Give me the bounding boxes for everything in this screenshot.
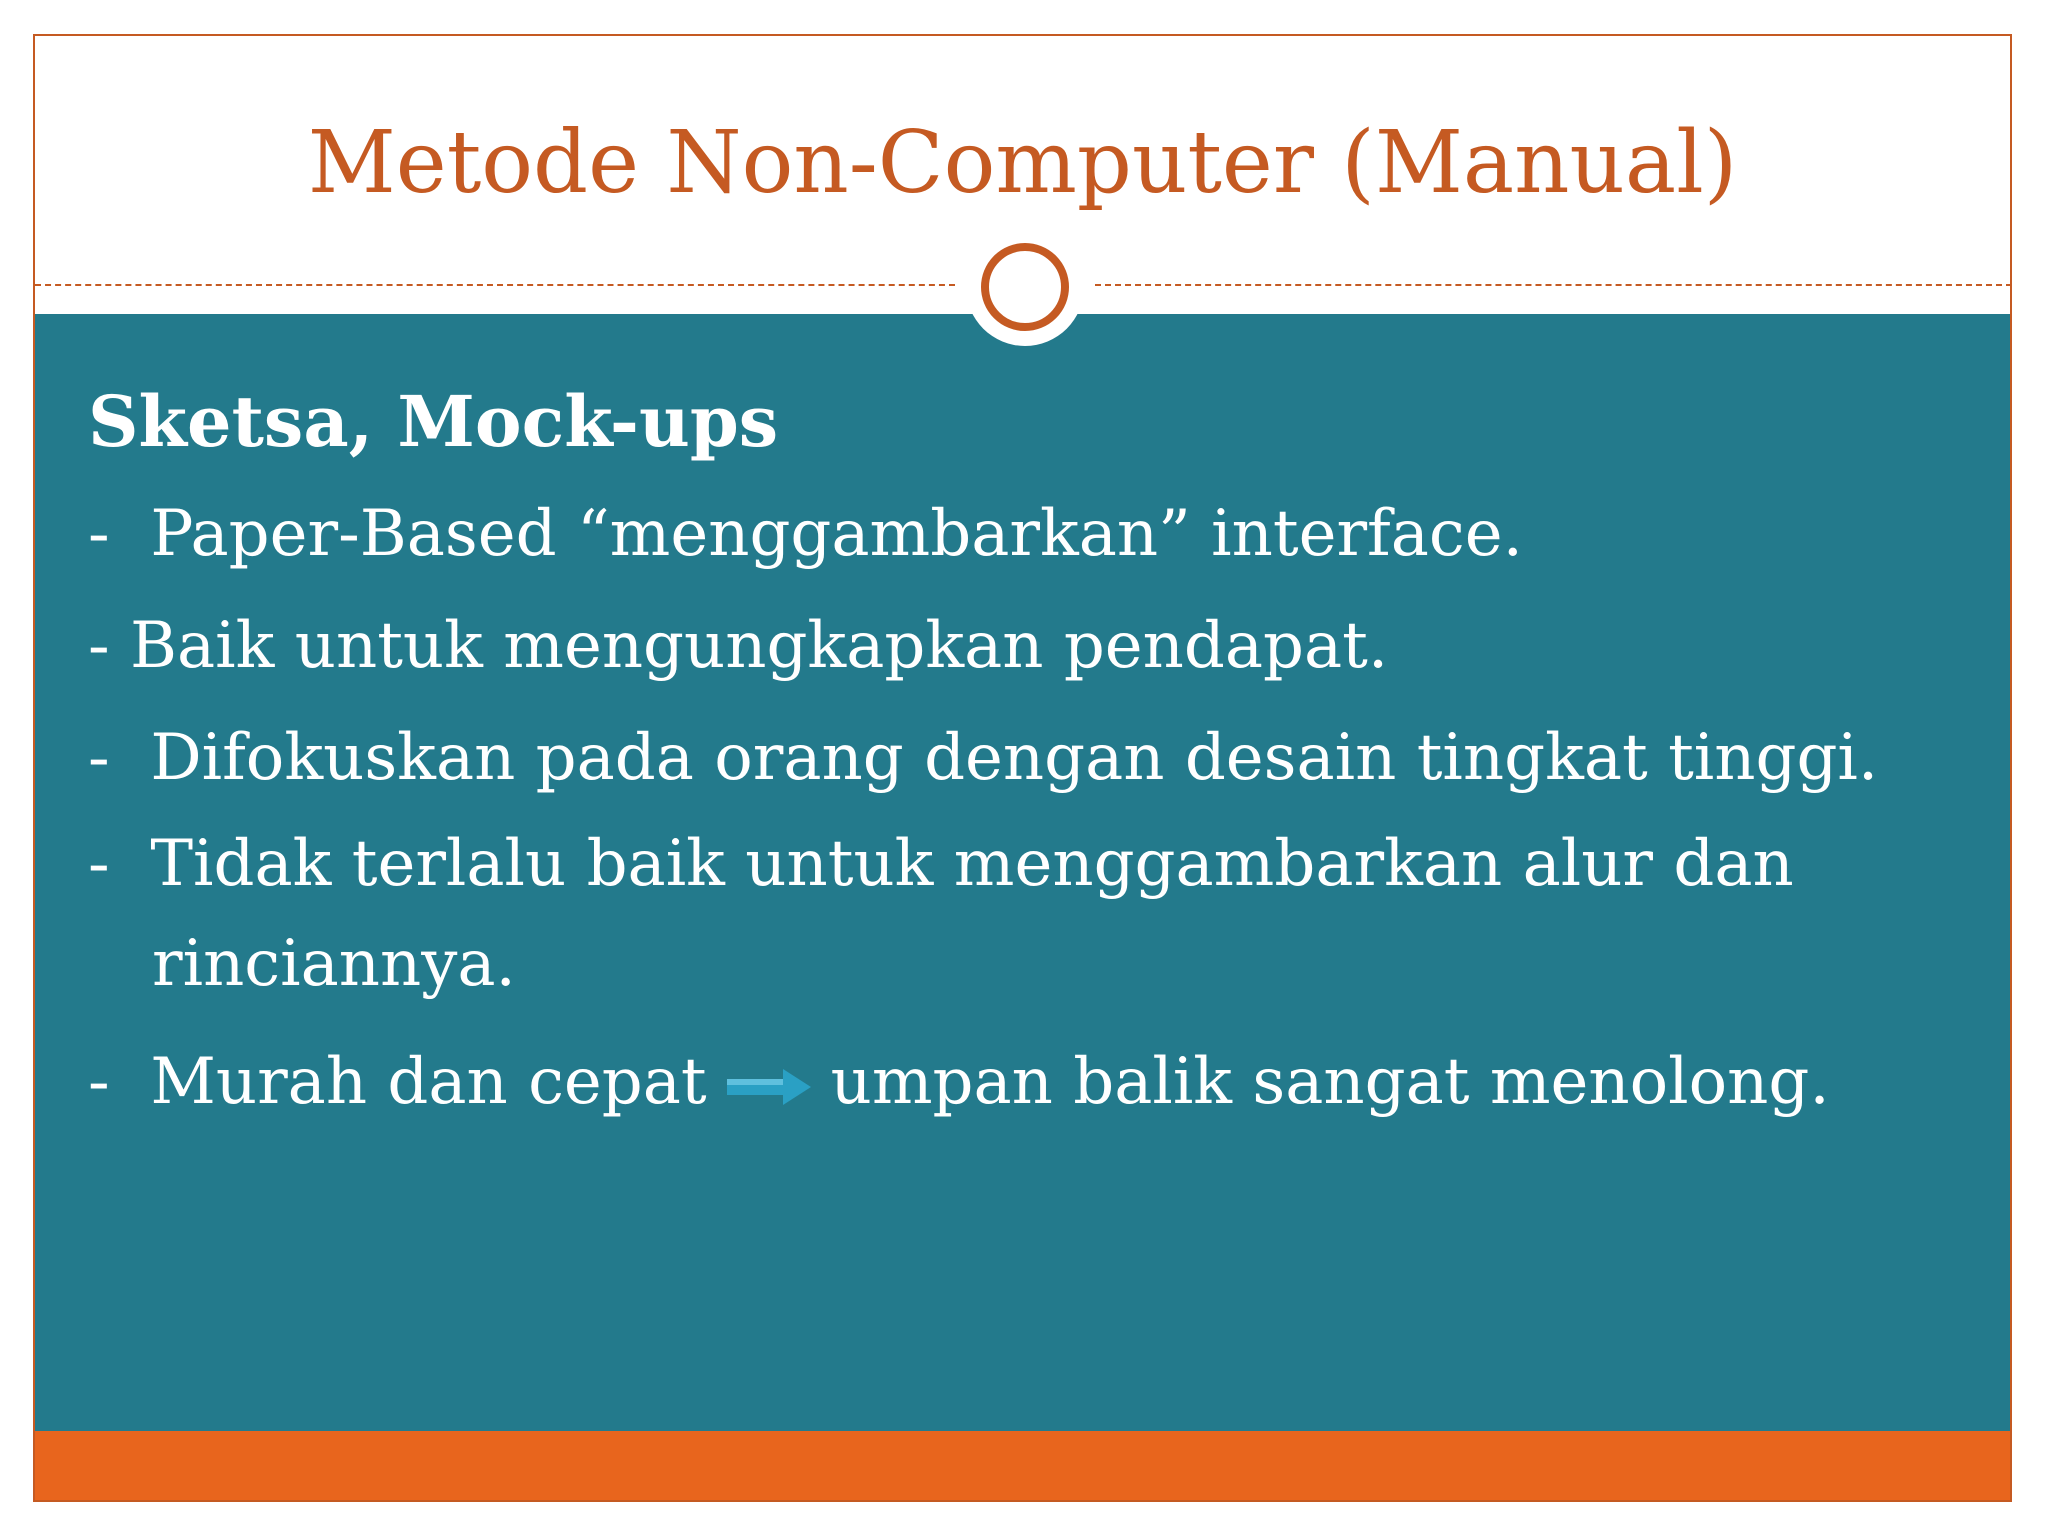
bullet-dash: -	[88, 609, 110, 683]
bullet-text: Paper-Based “menggambarkan” interface.	[150, 497, 1523, 571]
bullet-text: Difokuskan pada orang dengan desain tingkat tinggi.	[150, 721, 1879, 795]
bullet-dash: -	[88, 1045, 110, 1119]
divider-left	[35, 284, 955, 286]
circle-ornament-icon	[966, 228, 1084, 346]
right-arrow-icon	[727, 1067, 811, 1107]
bullet-item	[88, 590, 1988, 702]
bullet-text: Baik untuk mengungkapkan pendapat.	[129, 609, 1389, 683]
slide-title: Metode Non-Computer (Manual)	[307, 113, 1738, 213]
bullet-dash: -	[88, 497, 110, 571]
bullet-item	[88, 478, 1988, 590]
bullet-item	[88, 814, 1988, 1014]
subheading: Sketsa, Mock-ups	[88, 380, 779, 463]
footer-bar	[35, 1431, 2010, 1502]
bullet-dash: -	[88, 827, 110, 901]
divider-right	[1095, 284, 2012, 286]
bullet-text: umpan balik sangat menolong.	[830, 1045, 1830, 1119]
bullet-item	[88, 1026, 1988, 1138]
bullet-text: Murah dan cepat	[150, 1045, 707, 1119]
slide	[33, 34, 2012, 1502]
bullet-dash: -	[88, 721, 110, 795]
slide-body	[88, 366, 1988, 1138]
bullet-text: Tidak terlalu baik untuk menggambarkan alur dan	[150, 827, 1794, 901]
bullet-text-continuation: rinciannya.	[152, 927, 516, 1001]
bullet-item	[88, 702, 1988, 814]
